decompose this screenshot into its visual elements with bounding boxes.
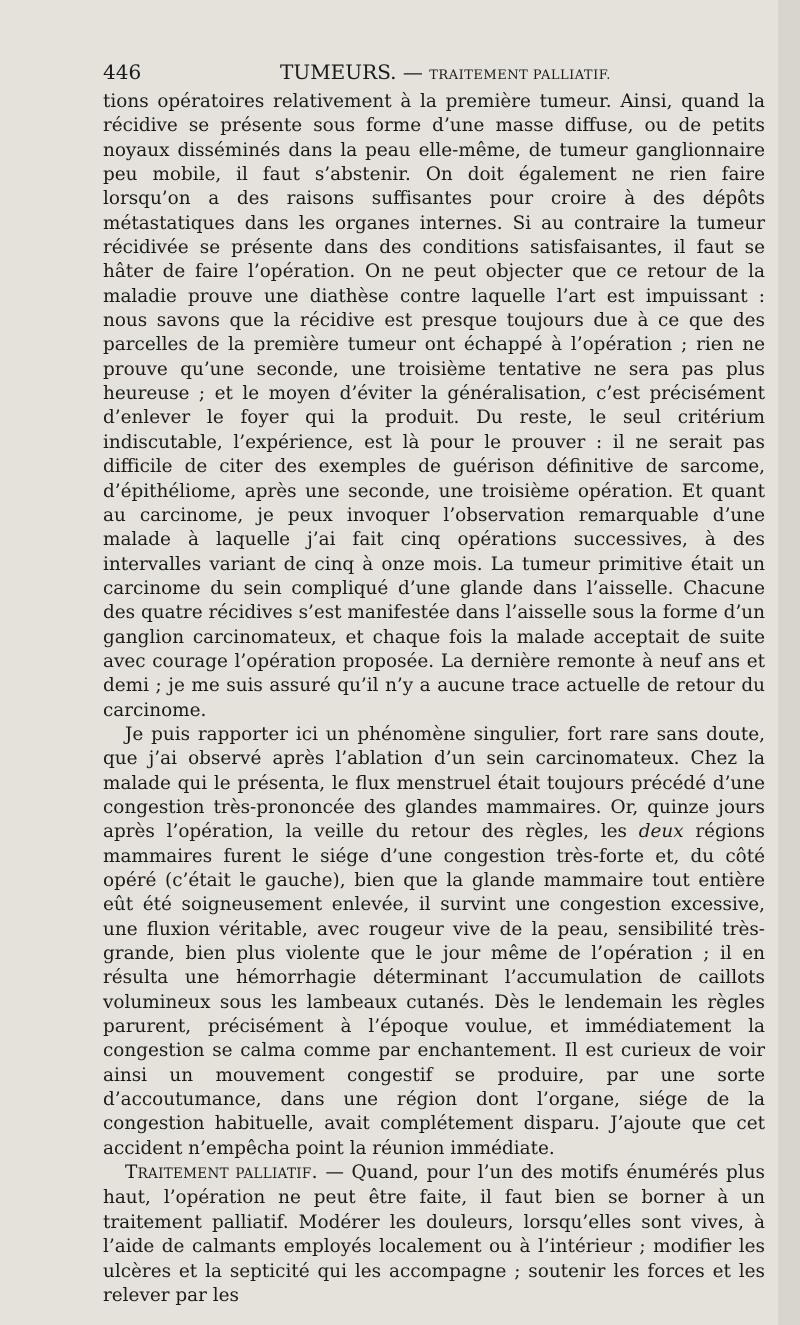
running-title (280, 58, 611, 90)
section-title: TRAITEMENT PALLIATIF. (429, 68, 611, 83)
body-text (103, 90, 765, 1308)
paragraph-continuation: tions opératoires relativement à la première tumeur. Ainsi, quand la récidive se présente sous forme d’une masse diffuse, ou de petits noyaux disséminés dans la peau elle-même, de tumeur ganglionnaire peu mobile, il faut s’abstenir. On doit également ne rien faire lorsqu’on a des raisons suffisantes pour croire à des dépôts métastatiques dans les organes internes. Si au contraire la tumeur récidivée se présente dans des conditions satisfaisantes, il faut se hâter de faire l’opération. On ne peut objecter que ce retour de la maladie prouve une diathèse contre laquelle l’art est impuissant : nous savons que la récidive est presque toujours due à ce que des parcelles de la première tumeur ont échappé à l’opération ; rien ne prouve qu’une seconde, une troisième tentative ne sera pas plus heureuse ; et le moyen d’éviter la généralisation, c’est précisément d’enlever le foyer qui la produit. Du reste, le seul critérium indiscutable, l’expérience, est là pour le prouver : il ne serait pas difficile de citer des exemples de guérison définitive de sarcome, d’épithéliome, après une seconde, une troisième opération. Et quant au carcinome, je peux invoquer l’observation remarquable d’une malade à laquelle j’ai fait cinq opérations successives, à des intervalles variant de cinq à onze mois. La tumeur primitive était un carcinome du sein compliqué d’une glande dans l’aisselle. Chacune des quatre récidives s’est manifestée dans l’aisselle sous la forme d’un ganglion carcinomateux, et chaque fois la malade acceptait de suite avec courage l’opération proposée. La dernière remonte à neuf ans et demi ; je me suis assuré qu’il n’y a aucune trace actuelle de retour du carcinome. (103, 91, 765, 721)
italic-word: deux (638, 821, 684, 843)
heading-period: . (311, 1162, 318, 1184)
page-number: 446 (103, 60, 142, 84)
paragraph-observation (103, 723, 765, 1161)
section-heading (125, 1162, 318, 1184)
paragraph-text-end: régions mammaires furent le siége d’une congestion très-forte et, du côté opéré (c’était le gauche), bien que la glande mammaire tout entière eût été soigneusement enlevée, il survint une congestion excessive, une fluxion véritable, avec rougeur vive de la peau, sensibilité très-grande, bien plus violente que le jour même de l’opération ; il en résulta une hémorrhagie déterminant l’accumulation de caillots volumineux sous les lambeaux cutanés. Dès le lendemain les règles parurent, précisément à l’époque voulue, et immédiatement la congestion se calma comme par enchantement. Il est curieux de voir ainsi un mouvement congestif se produire, par une sorte d’accoutumance, dans une région dont l’organe, siége de la congestion habituelle, avait complétement disparu. J’ajoute que cet accident n’empêcha point la réunion immédiate. (103, 821, 765, 1159)
paragraph-palliative (103, 1161, 765, 1308)
page-edge (778, 0, 800, 1325)
heading-initial: T (125, 1162, 138, 1184)
heading-rest: RAITEMENT PALLIATIF (137, 1166, 312, 1183)
paragraph-text: — Quand, pour l’un des motifs énumérés plus haut, l’opération ne peut être faite, il faut bien se borner à un traitement palliatif. Modérer les douleurs, lorsqu’elles sont vives, à l’aide de calmants employés localement ou à l’intérieur ; modifier les ulcères et la septicité qui les accompagne ; soutenir les forces et les relever par les (103, 1162, 765, 1306)
chapter-title: TUMEURS. (280, 60, 397, 84)
paragraph-text-start: Je puis rapporter ici un phénomène singulier, fort rare sans doute, que j’ai observé après l’ablation d’un sein carcinomateux. Chez la malade qui le présenta, le flux menstruel était toujours précédé d’une congestion très-prononcée des glandes mammaires. Or, quinze jours après l’opération, la veille du retour des règles, les (103, 723, 765, 843)
running-header (103, 58, 763, 92)
title-dash: — (396, 60, 430, 84)
